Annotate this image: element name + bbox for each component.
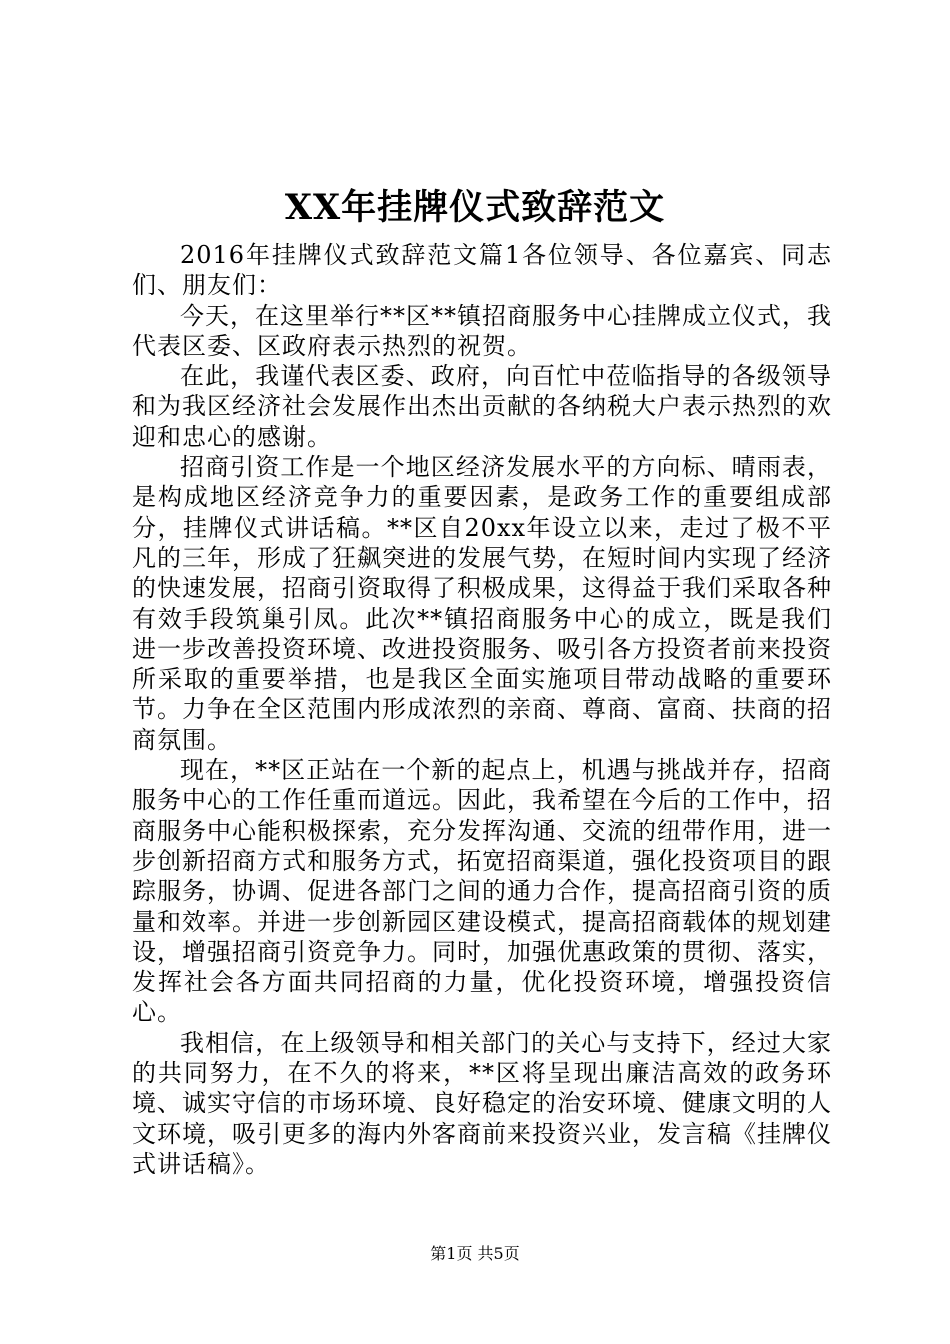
paragraph-greeting: 2016年挂牌仪式致辞范文篇1各位领导、各位嘉宾、同志们、朋友们：	[132, 241, 832, 300]
paragraph-investment-work: 招商引资工作是一个地区经济发展水平的方向标、晴雨表，是构成地区经济竞争力的重要因素，是政务工作的重要组成部分，挂牌仪式讲话稿。**区自20xx年设立以来，走过了极不平凡的三年，形成了狂飙突进的发展气势，在短时间内实现了经济的快速发展，招商引资取得了积极成果，这得益于我们采取各种有效手段筑巢引凤。此次**镇招商服务中心的成立，既是我们进一步改善投资环境、改进投资服务、吸引各方投资者前来投资所采取的重要举措，也是我区全面实施项目带动战略的重要环节。力争在全区范围内形成浓烈的亲商、尊商、富商、扶商的招商氛围。	[132, 453, 832, 754]
document-title: XX年挂牌仪式致辞范文	[284, 187, 666, 228]
document-body	[132, 240, 832, 1179]
page-number-footer: 第1页 共5页	[430, 1244, 520, 1263]
paragraph-thanks: 在此，我谨代表区委、政府，向百忙中莅临指导的各级领导和为我区经济社会发展作出杰出贡献的各纳税大户表示热烈的欢迎和忠心的感谢。	[132, 362, 832, 451]
paragraph-congratulation: 今天，在这里举行**区**镇招商服务中心挂牌成立仪式，我代表区委、区政府表示热烈的祝贺。	[132, 301, 832, 360]
paragraph-conclusion: 我相信，在上级领导和相关部门的关心与支持下，经过大家的共同努力，在不久的将来，**区将呈现出廉洁高效的政务环境、诚实守信的市场环境、良好稳定的治安环境、健康文明的人文环境，吸引更多的海内外客商前来投资兴业，发言稿《挂牌仪式讲话稿》。	[132, 1028, 832, 1178]
paragraph-outlook: 现在，**区正站在一个新的起点上，机遇与挑战并存，招商服务中心的工作任重而道远。因此，我希望在今后的工作中，招商服务中心能积极探索，充分发挥沟通、交流的纽带作用，进一步创新招商方式和服务方式，拓宽招商渠道，强化投资项目的跟踪服务，协调、促进各部门之间的通力合作，提高招商引资的质量和效率。并进一步创新园区建设模式，提高招商载体的规划建设，增强招商引资竞争力。同时，加强优惠政策的贯彻、落实，发挥社会各方面共同招商的力量，优化投资环境，增强投资信心。	[132, 756, 832, 1027]
